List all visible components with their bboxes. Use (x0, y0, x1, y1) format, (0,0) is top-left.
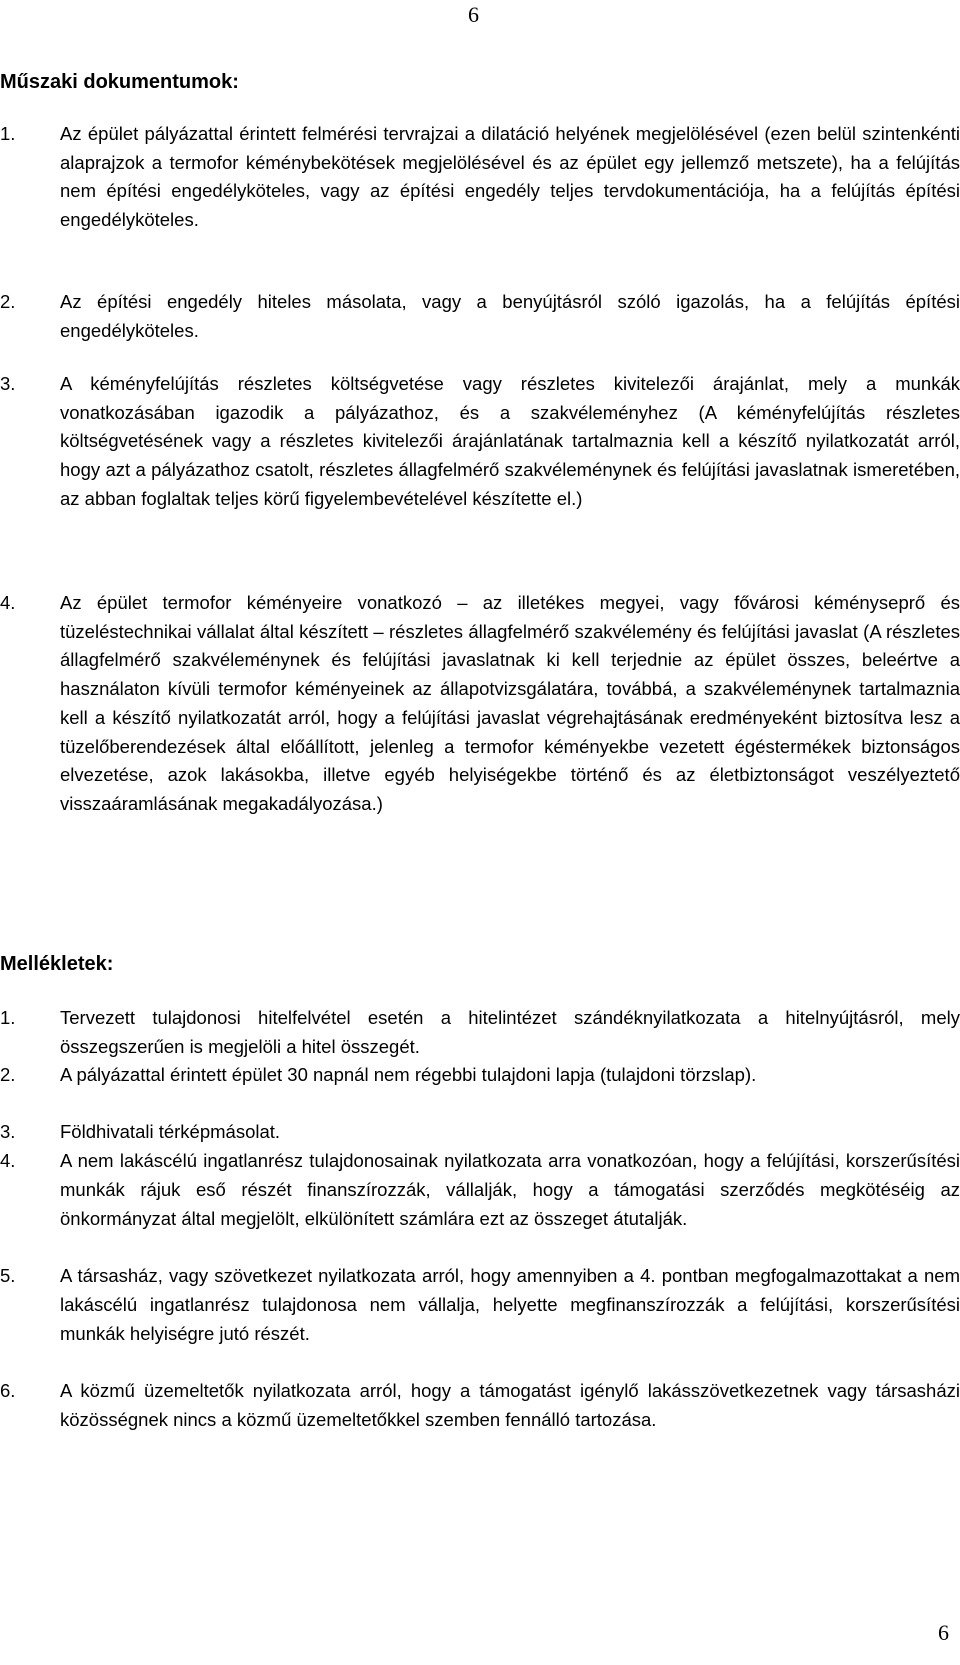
item-number: 5. (0, 1265, 16, 1286)
technical-item (0, 120, 960, 235)
item-number: 3. (0, 373, 16, 394)
attachment-item (0, 1147, 960, 1233)
page-number-top: 6 (468, 2, 479, 27)
item-text: A kéményfelújítás részletes költségvetése vagy részletes kivitelezői árajánlat, mely a munkák vonatkozásában igazodik a pályázathoz, és a szakvéleményhez (A kéményfelújítás részletes költségvetésének vagy a részletes kivitelezői árajánlatának tartalmaznia kell a készítő nyilatkozatát arról, hogy azt a pályázathoz csatolt, részletes állagfelmérő szakvéleménynek és felújítási javaslatnak ismeretében, az abban foglaltak teljes körű figyelembevételével készítette el.) (60, 373, 960, 509)
item-text: A pályázattal érintett épület 30 napnál nem régebbi tulajdoni lapja (tulajdoni törzslap). (60, 1064, 757, 1085)
item-number: 2. (0, 291, 16, 312)
technical-item (0, 288, 960, 345)
item-text: A közmű üzemeltetők nyilatkozata arról, hogy a támogatást igénylő lakásszövetkezetnek vagy társasházi közösségnek nincs a közmű üzemeltetőkkel szemben fennálló tartozása. (60, 1380, 960, 1430)
item-text: Az építési engedély hiteles másolata, vagy a benyújtásról szóló igazolás, ha a felújítás építési engedélyköteles. (60, 291, 960, 341)
item-number: 4. (0, 1150, 16, 1171)
attachment-item (0, 1262, 960, 1348)
attachment-item (0, 1118, 960, 1147)
item-text: A nem lakáscélú ingatlanrész tulajdonosainak nyilatkozata arra vonatkozóan, hogy a felújítási, korszerűsítési munkák rájuk eső részét finanszírozzák, vállalják, hogy a támogatási szerződés megkötéséig az önkormányzat által megjelölt, elkülönített számlára ezt az összeget átutalják. (60, 1150, 960, 1229)
attachments-heading: Mellékletek: (0, 953, 114, 975)
item-number: 3. (0, 1121, 16, 1142)
item-number: 2. (0, 1064, 16, 1085)
item-text: Az épület pályázattal érintett felmérési tervrajzai a dilatáció helyének megjelölésével (ezen belül szintenkénti alaprajzok a termofor kéménybekötések megjelölésével és az épület egy jellemző metszete), ha a felújítás nem építési engedélyköteles, vagy az építési engedély teljes tervdokumentációja, ha a felújítás építési engedélyköteles. (60, 123, 960, 231)
page-number-bottom: 6 (938, 1620, 949, 1645)
item-text: Tervezett tulajdonosi hitelfelvétel esetén a hitelintézet szándéknyilatkozata a hitelnyújtásról, mely összegszerűen is megjelöli a hitel összegét. (60, 1007, 960, 1057)
attachment-item (0, 1377, 960, 1435)
item-number: 4. (0, 592, 16, 613)
item-text: Az épület termofor kéményeire vonatkozó – az illetékes megyei, vagy fővárosi kéményseprő és tüzeléstechnikai vállalat által készített – részletes állagfelmérő szakvélemény és felújítási javaslat (A részletes állagfelmérő szakvéleménynek és felújítási javaslatnak ki kell terjednie az épület összes, beleértve a használaton kívüli termofor kéményeinek az állapotvizsgálatára, továbbá, a szakvéleménynek tartalmaznia kell a készítő nyilatkozatát arról, hogy a felújítási javaslat végrehajtásának eredményeként biztosítva lesz a tüzelőberendezések által előállított, jelenleg a termofor kéményekbe vezetett égéstermékek biztonságos elvezetése, azok lakásokba, illetve egyéb helyiségekbe történő és az életbiztonságot veszélyeztető visszaáramlásának megakadályozása.) (60, 592, 960, 814)
technical-documents-heading: Műszaki dokumentumok: (0, 71, 239, 93)
item-text: Földhivatali térképmásolat. (60, 1121, 281, 1142)
item-text: A társasház, vagy szövetkezet nyilatkozata arról, hogy amennyiben a 4. pontban megfogalmazottakat a nem lakáscélú ingatlanrész tulajdonosa nem vállalja, helyette megfinanszírozzák a felújítási, korszerűsítési munkák helyiségre jutó részét. (60, 1265, 960, 1344)
item-number: 1. (0, 1007, 16, 1028)
item-number: 6. (0, 1380, 16, 1401)
item-number: 1. (0, 123, 16, 144)
technical-item (0, 589, 960, 819)
attachment-item (0, 1004, 960, 1062)
technical-item (0, 370, 960, 514)
attachment-item (0, 1061, 960, 1090)
